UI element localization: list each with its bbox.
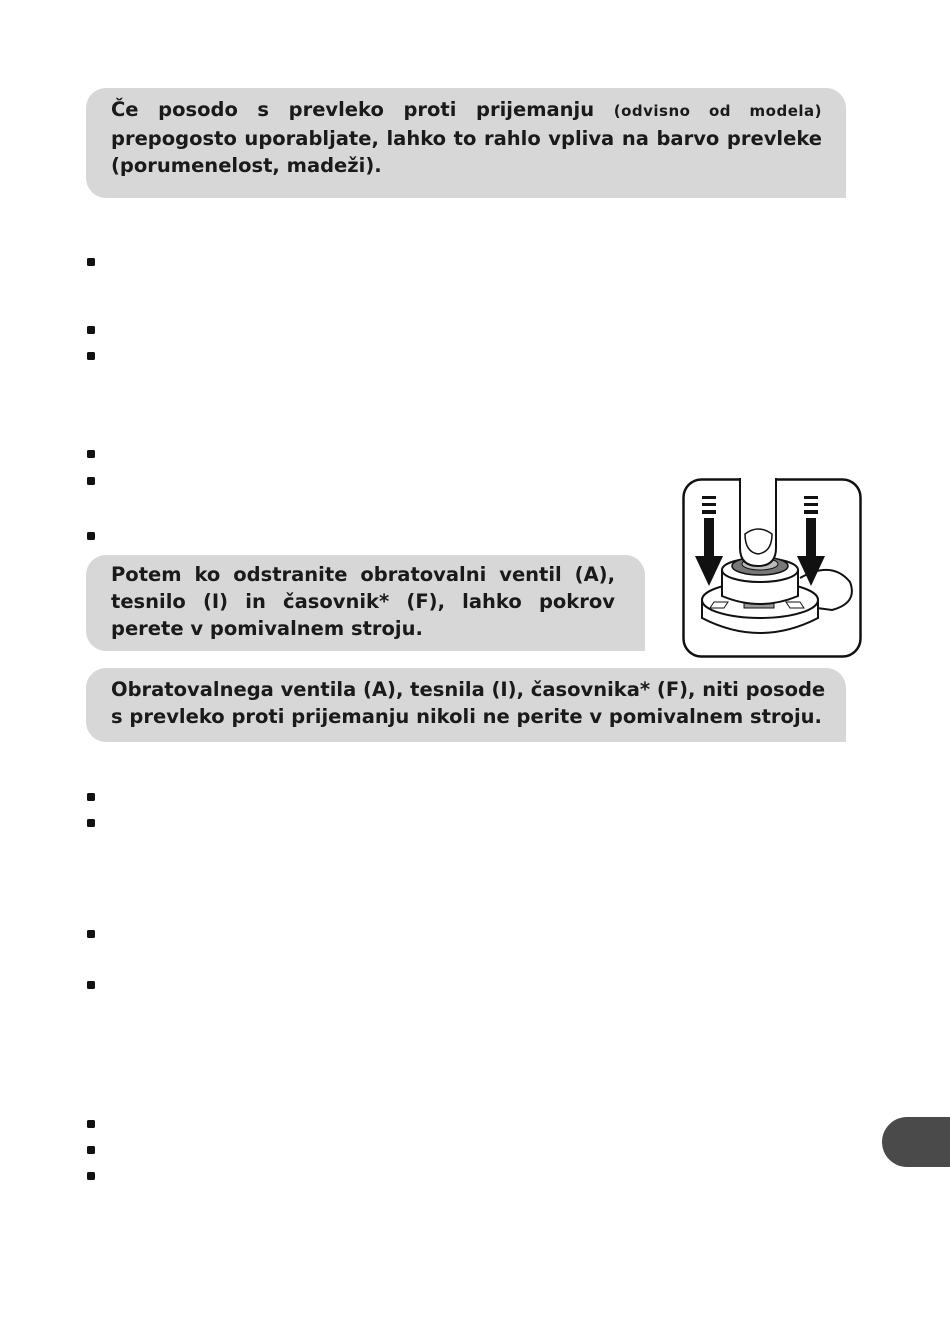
bullet-marker: [87, 1172, 95, 1180]
bullet-marker: [87, 532, 95, 540]
bullet-marker: [87, 326, 95, 334]
bullet-marker: [87, 450, 95, 458]
bullet-marker: [87, 981, 95, 989]
info-note-nonstick-coating: [86, 88, 846, 198]
bullet-marker: [87, 1120, 95, 1128]
note-text-model-remark: (odvisno od modela): [613, 102, 822, 120]
bullet-marker: [87, 819, 95, 827]
note-text-continued: prepogosto uporabljate, lahko to rahlo vpliva na barvo prevleke (porumenelost, madeži).: [111, 127, 822, 177]
bullet-marker: [87, 258, 95, 266]
info-note-dishwasher-lid: [86, 555, 645, 651]
bullet-marker: [87, 930, 95, 938]
note-text: Če posodo s prevleko proti prijemanju: [111, 98, 595, 121]
page-tab-marker: [882, 1117, 950, 1167]
bullet-marker: [87, 352, 95, 360]
bullet-marker: [87, 477, 95, 485]
valve-press-icon: [682, 478, 862, 658]
warning-note-dishwasher: [86, 668, 846, 742]
bullet-marker: [87, 793, 95, 801]
note-text: Obratovalnega ventila (A), tesnila (I), časovnika* (F), niti posode s prevleko proti prijemanju nikoli ne perite v pomivalnem stroju.: [111, 678, 826, 728]
bullet-marker: [87, 1146, 95, 1154]
note-text: Potem ko odstranite obratovalni ventil (A), tesnilo (I) in časovnik* (F), lahko pokrov perete v pomivalnem stroju.: [111, 563, 615, 640]
